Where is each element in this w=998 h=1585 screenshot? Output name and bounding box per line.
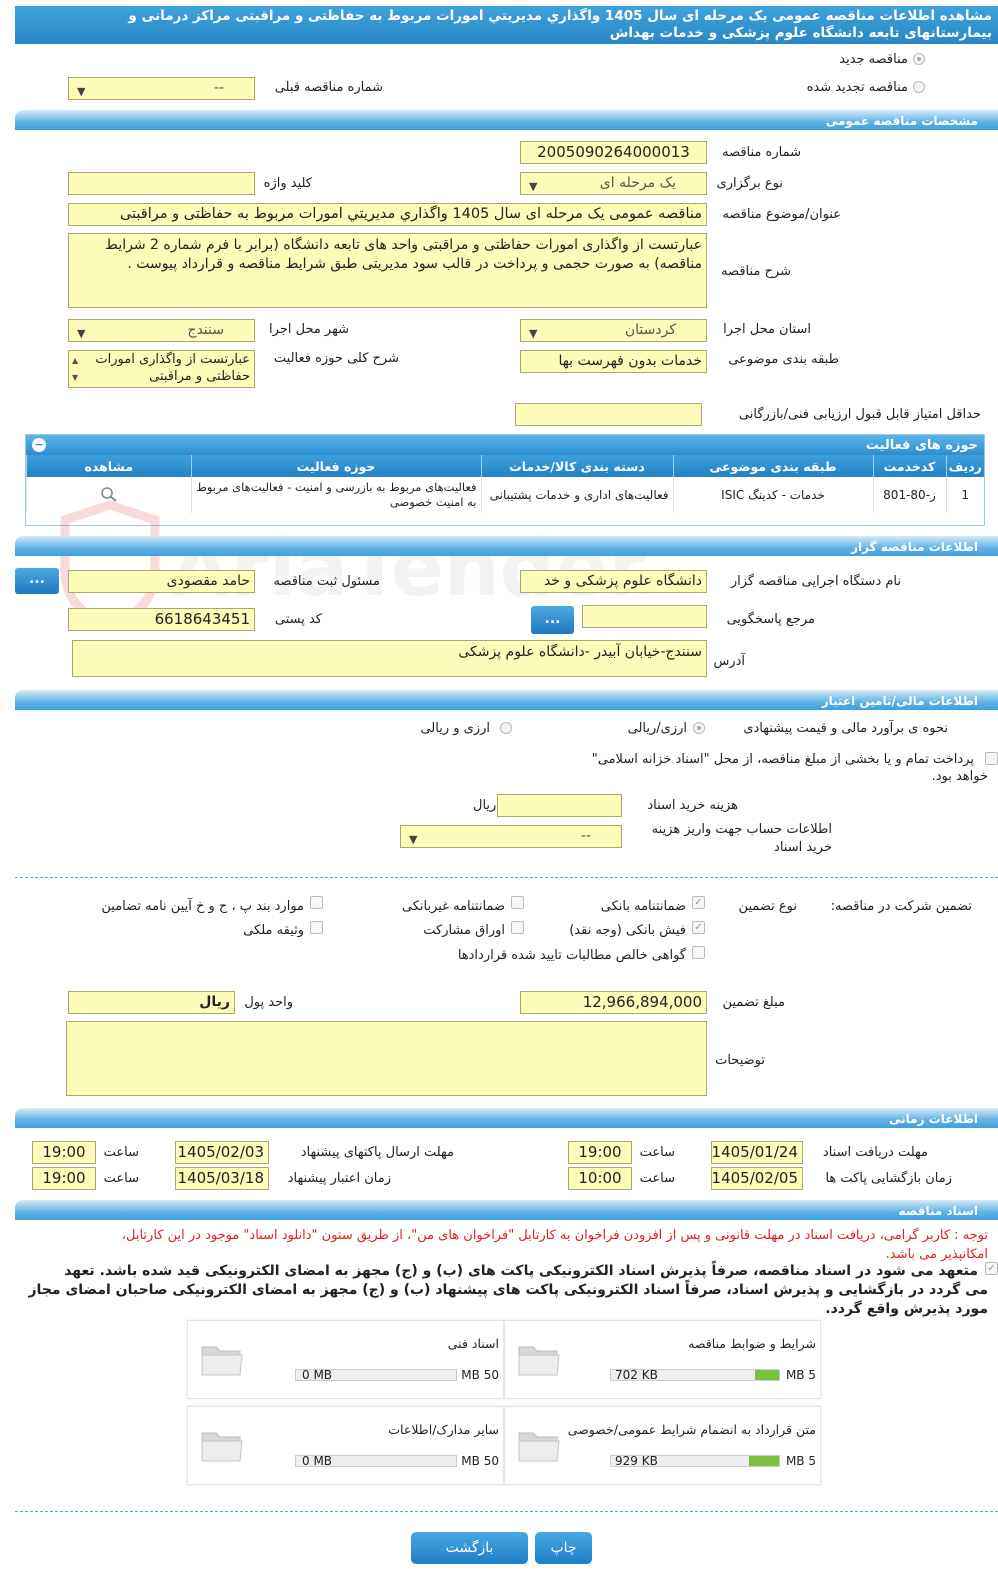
time-label: ساعت (103, 1171, 139, 1186)
keyword-field[interactable] (68, 172, 255, 195)
validity-time: 19:00 (32, 1167, 96, 1190)
cell-code: ز-80-801 (873, 477, 946, 513)
doc-max: 50 MB (461, 1368, 499, 1382)
doc-receive-label: مهلت دریافت اسناد (822, 1145, 928, 1160)
col-group: دسته بندی کالا/خدمات (481, 455, 673, 477)
category-field: خدمات بدون فهرست بها (520, 350, 707, 373)
doc-box-technical[interactable] (187, 1320, 504, 1399)
notes-label: توضیحات (715, 1053, 765, 1068)
guarantee-cash-label: فیش بانکی (وجه نقد) (569, 923, 686, 938)
activity-grid (25, 434, 985, 526)
activity-table (26, 455, 984, 513)
doc-size: 0 MB (302, 1454, 333, 1468)
table-row (27, 477, 985, 513)
activity-grid-title: حوزه های فعالیت − (26, 435, 984, 455)
cell-view[interactable] (27, 477, 192, 513)
doc-fee-field (497, 794, 622, 817)
print-button[interactable]: چاپ (535, 1532, 592, 1564)
collapse-icon[interactable]: − (32, 438, 46, 452)
responder-field (582, 605, 707, 628)
cell-row: 1 (946, 477, 984, 513)
registrar-more-button[interactable]: ... (15, 568, 59, 594)
new-tender-label: مناقصه جدید (839, 52, 908, 67)
section-documents: اسناد مناقصه (15, 1200, 998, 1220)
currency-label: واحد پول (244, 995, 293, 1010)
validity-date: 1405/03/18 (175, 1167, 269, 1190)
tender-type-select[interactable]: یک مرحله ای ▼ (520, 172, 707, 195)
doc-receive-time: 19:00 (568, 1141, 632, 1164)
treasury-note: پرداخت تمام و یا بخشی از مبلغ مناقصه، از محل "اسناد خزانه اسلامی" (591, 752, 974, 767)
doc-title: اسناد فنی (447, 1336, 499, 1351)
treasury-note-2: خواهد بود. (931, 769, 988, 784)
cell-category: خدمات - کدینگ ISIC (673, 477, 873, 513)
doc-max: 5 MB (785, 1368, 816, 1382)
submit-date: 1405/02/03 (175, 1141, 269, 1164)
address-field: سنندج-خیابان آبیدر -دانشگاه علوم پزشکی (72, 640, 707, 677)
responder-more-button[interactable]: ... (531, 606, 574, 634)
section-timing: اطلاعات زمانی (15, 1108, 998, 1128)
submit-label: مهلت ارسال پاکتهای پیشنهاد (300, 1145, 454, 1160)
table-header-row (27, 455, 985, 477)
guarantee-nonbank-checkbox[interactable] (511, 896, 524, 909)
cell-group: فعالیت‌های اداری و خدمات پشتیبانی (481, 477, 673, 513)
doc-title: سایر مدارک/اطلاعات (388, 1422, 499, 1437)
doc-fee-unit: ریال (473, 798, 497, 813)
province-select[interactable]: کردستان ▼ (520, 319, 707, 342)
submit-time: 19:00 (32, 1141, 96, 1164)
svg-text:AriaTender.neT: AriaTender (170, 524, 636, 614)
open-label: زمان بازگشایی پاکت ها (825, 1171, 952, 1186)
page-title: مشاهده اطلاعات مناقصه عمومی یک مرحله ای سال 1405 واگذاري مديريتي امورات مربوط به حفاظتی و مراقبتی مراکز درمانی و بیمارستانهای تابعه دانشگاه علوم پزشکی و خدمات بهداش (15, 6, 998, 44)
magnifier-icon[interactable] (98, 485, 120, 503)
guarantee-property-checkbox[interactable] (310, 921, 323, 934)
chevron-down-icon: ▼ (77, 327, 86, 340)
subject-label: عنوان/موضوع مناقصه (722, 207, 841, 222)
agency-field: دانشگاه علوم پزشکی و خد (520, 570, 707, 593)
folder-icon (200, 1425, 244, 1463)
description-textarea: عبارتست از واگذاری امورات حفاظتی و مراقبتی واحد های تابعه دانشگاه (برابر با فرم شماره 2 شرایط مناقصه) به صورت حجمی و پرداخت در قالب سود مدیریتی طبق شرایط مناقصه و قرارداد پیوست . (68, 233, 707, 308)
doc-size: 0 MB (302, 1368, 333, 1382)
guarantee-type-label: نوع تضمین (738, 899, 797, 914)
previous-number-label: شماره مناقصه قبلی (274, 80, 383, 95)
amount-field: 12,966,894,000 (520, 991, 707, 1014)
guarantee-label: تضمین شرکت در مناقصه: (830, 899, 972, 914)
account-select[interactable]: -- ▼ (400, 825, 622, 848)
folder-icon (517, 1425, 561, 1463)
postal-field: 6618643451 (68, 608, 255, 631)
divider (15, 1511, 998, 1512)
activity-desc-label: شرح کلی حوزه فعالیت (273, 351, 399, 366)
guarantee-nonbank-label: ضمانتنامه غیربانکی (401, 899, 505, 914)
chevron-down-icon: ▼ (529, 327, 538, 340)
address-label: آدرس (713, 654, 745, 669)
amount-label: مبلغ تضمین (722, 995, 785, 1010)
doc-title: متن قرارداد به انضمام شرایط عمومی/خصوصی (567, 1422, 816, 1437)
commit-checkbox[interactable]: ✓ (985, 1262, 998, 1275)
time-label: ساعت (639, 1171, 675, 1186)
documents-notice: توجه : کاربر گرامی، دریافت اسناد در مهلت قانونی و پس از افزودن فراخوان به کارتابل "فراخوان های من"، از طریق ستون "دانلود اسناد" موجود در این کارتابل، امکانپذیر می باشد. (121, 1228, 988, 1262)
tender-number-field: 2005090264000013 (520, 141, 707, 164)
section-general: مشخصات مناقصه عمومی (15, 110, 998, 130)
doc-receive-date: 1405/01/24 (711, 1141, 803, 1164)
folder-icon (517, 1339, 561, 1377)
option-rial-label: ارزی/ریالی (627, 721, 687, 736)
doc-fee-label: هزینه خرید اسناد (647, 798, 738, 813)
city-select[interactable]: سنندج ▼ (68, 319, 255, 342)
guarantee-other-label: موارد بند پ ، ح و خ آیین نامه تضامین (101, 899, 304, 914)
min-score-field (515, 403, 702, 426)
open-date: 1405/02/05 (711, 1167, 803, 1190)
doc-size: 929 KB (615, 1454, 658, 1468)
renewed-tender-label: مناقصه تجدید شده (806, 80, 908, 95)
option-fx-label: ارزی و ریالی (420, 721, 490, 736)
scroll-up-icon[interactable]: ▲ (72, 356, 79, 365)
treasury-checkbox[interactable] (985, 752, 998, 765)
chevron-down-icon: ▼ (77, 85, 86, 98)
commit-note: متعهد می شود در اسناد مناقصه، صرفاً پذیرش اسناد الکترونیکی پاکت های (ب) و (ج) مجهز به امضای الکترونیکی قید شده باشد. تعهد می گردد در بازگشایی و پذیرش اسناد، صرفاً اسناد الکترونیکی پاکت های پیشنهاد (ب) و (ج) مجهز به امضای الکترونیکی صاحبان امضای مجاز مورد پذیرش واقع گردد. (28, 1263, 988, 1317)
guarantee-property-label: وثیقه ملکی (243, 923, 304, 938)
city-label: شهر محل اجرا (269, 322, 349, 337)
doc-max: 5 MB (785, 1454, 816, 1468)
scroll-down-icon[interactable]: ▼ (72, 373, 79, 382)
cell-field: فعالیت‌های مربوط به بازرسی و امنیت - فعالیت‌های مربوط به امنیت خصوصی (191, 477, 481, 513)
folder-icon (200, 1339, 244, 1377)
radio-renewed-tender[interactable] (913, 81, 925, 93)
doc-box-contract[interactable] (504, 1406, 821, 1485)
chevron-down-icon: ▼ (529, 180, 538, 193)
description-label: شرح مناقصه (721, 264, 791, 279)
postal-label: کد پستی (274, 612, 322, 627)
radio-fx[interactable] (500, 722, 512, 734)
currency-field: ریال (68, 991, 235, 1014)
guarantee-claims-checkbox[interactable] (692, 946, 705, 959)
open-time: 10:00 (568, 1167, 632, 1190)
radio-rial[interactable] (693, 722, 705, 734)
agency-label: نام دستگاه اجرایی مناقصه گزار (730, 574, 901, 589)
previous-number-select[interactable]: -- ▼ (68, 77, 255, 100)
guarantee-claims-label: گواهی خالص مطالبات تایید شده قراردادها (457, 948, 686, 963)
doc-box-other[interactable] (187, 1406, 504, 1485)
section-finance: اطلاعات مالی/تامین اعتبار (15, 690, 998, 710)
province-label: استان محل اجرا (723, 322, 811, 337)
validity-label: زمان اعتبار پیشنهاد (287, 1171, 391, 1186)
category-label: طبقه بندی موضوعی (728, 352, 839, 367)
time-label: ساعت (639, 1145, 675, 1160)
time-label: ساعت (103, 1145, 139, 1160)
notes-field (66, 1021, 707, 1096)
col-code: کدخدمت (873, 455, 946, 477)
radio-new-tender[interactable] (913, 53, 925, 65)
account-label: اطلاعات حساب جهت واریز هزینه خرید اسناد (651, 822, 832, 855)
guarantee-other-checkbox[interactable] (310, 896, 323, 909)
col-field: حوزه فعالیت (191, 455, 481, 477)
registrar-field: حامد مقصودی (68, 570, 255, 593)
doc-title: شرایط و ضوابط مناقصه (688, 1336, 816, 1351)
guarantee-bonds-label: اوراق مشارکت (423, 923, 505, 938)
keyword-label: کلید واژه (263, 176, 312, 191)
section-organizer: اطلاعات مناقصه گزار (15, 536, 998, 556)
chevron-down-icon: ▼ (409, 833, 418, 846)
tender-number-label: شماره مناقصه (722, 145, 801, 160)
activity-desc-textarea: عبارتست از واگذاری امورات حفاظتی و مراقبتی ▲ ▼ (68, 350, 255, 388)
col-row: ردیف (946, 455, 984, 477)
doc-size: 702 KB (615, 1368, 658, 1382)
estimate-label: نحوه ی برآورد مالی و قیمت پیشنهادی (743, 721, 948, 736)
back-button[interactable]: بازگشت (411, 1532, 528, 1564)
doc-box-conditions[interactable] (504, 1320, 821, 1399)
doc-max: 50 MB (461, 1454, 499, 1468)
min-score-label: حداقل امتیاز قابل قبول ارزیابی فنی/بازرگانی (738, 407, 981, 422)
guarantee-cash-checkbox[interactable]: ✓ (692, 921, 705, 934)
guarantee-bonds-checkbox[interactable] (511, 921, 524, 934)
tender-type-label: نوع برگزاری (716, 176, 783, 191)
col-category: طبقه بندی موضوعی (673, 455, 873, 477)
guarantee-bank-checkbox[interactable]: ✓ (692, 896, 705, 909)
registrar-label: مسئول ثبت مناقصه (273, 574, 380, 589)
responder-label: مرجع پاسخگویی (726, 612, 815, 627)
guarantee-bank-label: ضمانتنامه بانکی (600, 899, 686, 914)
divider (15, 877, 998, 878)
subject-field: مناقصه عمومی یک مرحله ای سال 1405 واگذاري مديريتي امورات مربوط به حفاظتی و مراقبتی (68, 203, 707, 226)
col-view: مشاهده (27, 455, 192, 477)
